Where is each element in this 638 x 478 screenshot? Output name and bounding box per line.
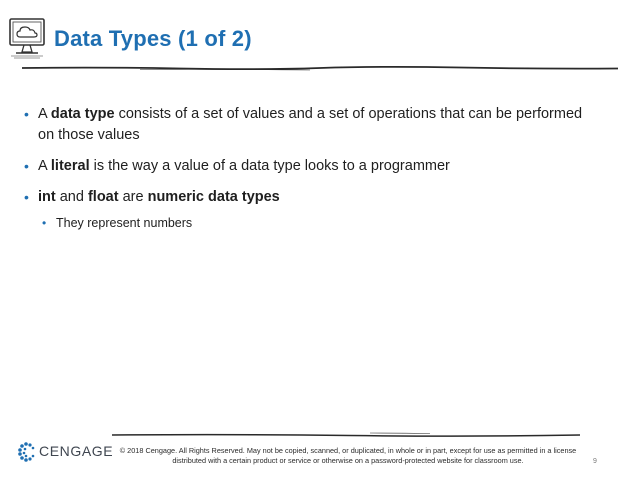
page-number: 9 <box>593 458 597 465</box>
monitor-cloud-icon <box>8 16 48 60</box>
bullet-marker: • <box>24 158 29 174</box>
page-title: Data Types (1 of 2) <box>54 26 252 51</box>
bullet-marker: • <box>42 216 47 230</box>
bullet-marker: • <box>24 106 29 122</box>
sub-bullet-numbers <box>42 214 584 232</box>
copyright-notice: © 2018 Cengage. All Rights Reserved. May not be copied, scanned, or duplicated, in whole or in part, except for use as permitted in a license distributed with a certain product or service or otherwise on a password-protected website for classroom use. <box>119 446 577 465</box>
brand-name: CENGAGE <box>39 443 114 459</box>
footer-divider <box>110 430 582 440</box>
bullet-marker: • <box>24 189 29 205</box>
sub-bullet-text: They represent numbers <box>56 216 193 230</box>
title-divider <box>20 62 620 74</box>
bullet-data-type <box>24 104 584 146</box>
bullet-literal <box>24 156 584 177</box>
bullet-text: int and float are numeric data types <box>38 189 280 205</box>
bullet-numeric-types <box>24 187 584 208</box>
bullet-text: A data type consists of a set of values and a set of operations that can be performed on those values <box>38 106 583 143</box>
bullet-text: A literal is the way a value of a data type looks to a programmer <box>38 158 450 174</box>
bullet-list <box>24 104 584 242</box>
